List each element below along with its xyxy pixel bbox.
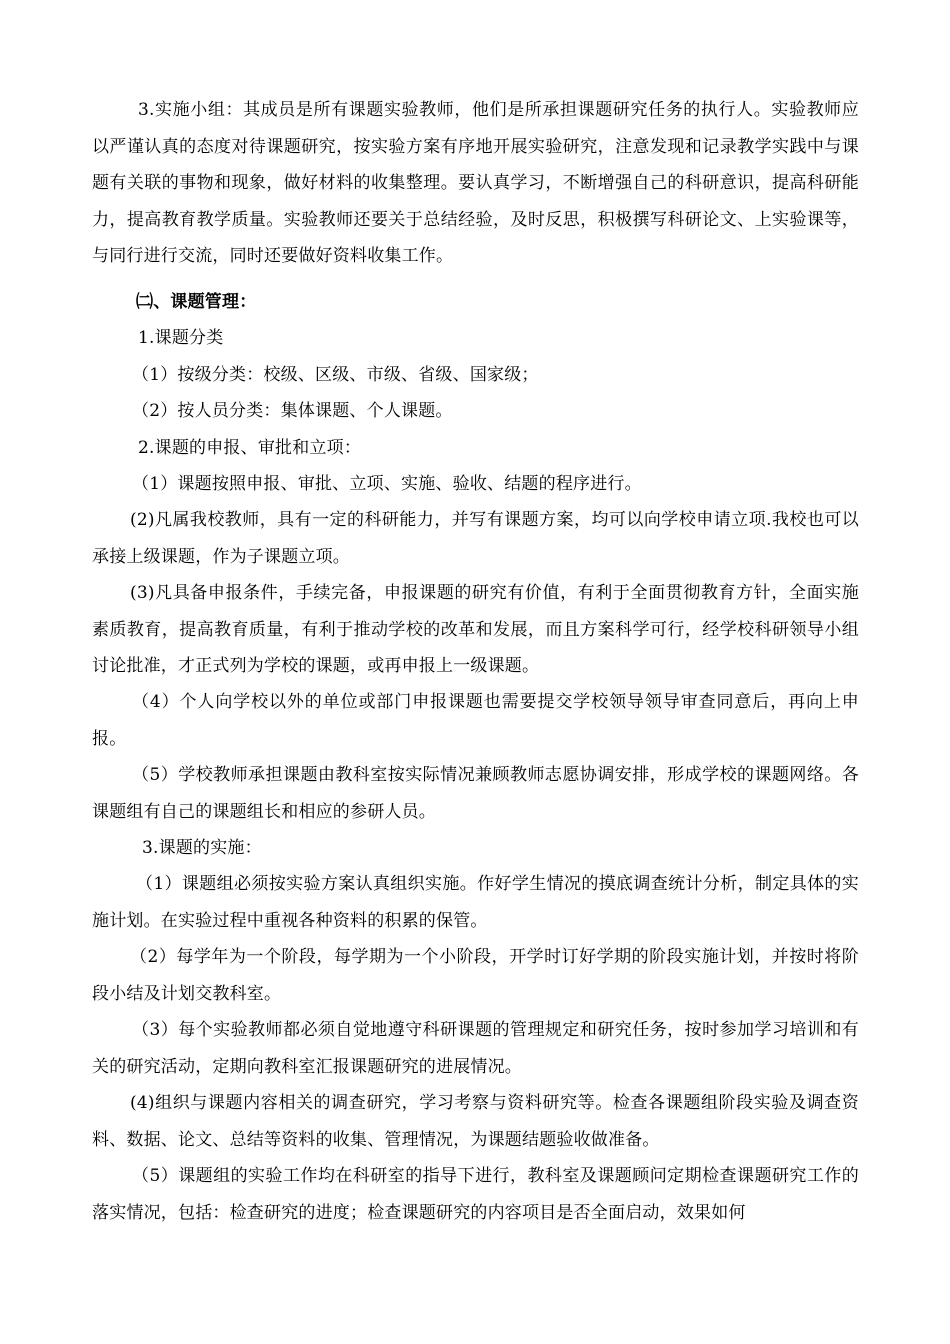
paragraph-implementation-group: 3.实施小组：其成员是所有课题实验教师，他们是所承担课题研究任务的执行人。实验教师应以严谨认真的态度对待课题研究，按实验方案有序地开展实验研究，注意发现和记录教学实践中与课题有关联的事物和现象，做好材料的收集整理。要认真学习，不断增强自己的科研意识，提高科研能力，提高教育教学质量。实验教师还要关于总结经验，及时反思，积极撰写科研论文、上实验课等，与同行进行交流，同时还要做好资料收集工作。 <box>92 100 859 266</box>
list-item-approval-conditions: (3)凡具备申报条件，手续完备，申报课题的研究有价值，有利于全面贯彻教育方针，全面实施素质教育，提高教育质量，有利于推动学校的改革和发展，而且方案科学可行，经学校科研领导小组讨论批准，才正式列为学校的课题，或再申报上一级课题。 <box>92 583 859 676</box>
subheading-topic-implementation: 3.课题的实施： <box>142 838 262 858</box>
list-item-implementation-plan: （1）课题组必须按实验方案认真组织实施。作好学生情况的摸底调查统计分析，制定具体的实施计划。在实验过程中重视各种资料的积累的保管。 <box>92 874 859 931</box>
list-item-stage-plan: （2）每学年为一个阶段，每学期为一个小阶段，开学时订好学期的阶段实施计划，并按时将阶段小结及计划交教科室。 <box>92 947 859 1004</box>
list-item-application-procedure: （1）课题按照申报、审批、立项、实施、验收、结题的程序进行。 <box>132 474 642 494</box>
list-item-teacher-duties: （3）每个实验教师都必须自觉地遵守科研课题的管理规定和研究任务，按时参加学习培训和有关的研究活动，定期向教科室汇报课题研究的进展情况。 <box>92 1020 859 1077</box>
list-item-classification-by-level: （1）按级分类：校级、区级、市级、省级、国家级； <box>132 365 539 385</box>
list-item-research-review: (4)组织与课题内容相关的调查研究，学习考察与资料研究等。检查各课题组阶段实验及调查资料、数据、论文、总结等资料的收集、管理情况，为课题结题验收做准备。 <box>92 1093 859 1150</box>
list-item-classification-by-personnel: （2）按人员分类：集体课题、个人课题。 <box>132 401 453 421</box>
list-item-external-application: （4）个人向学校以外的单位或部门申报课题也需要提交学校领导领导审查同意后，再向上申报。 <box>92 692 859 749</box>
subheading-application-approval: 2.课题的申报、审批和立项： <box>138 438 362 458</box>
list-item-topic-network: （5）学校教师承担课题由教科室按实际情况兼顾教师志愿协调安排，形成学校的课题网络。各课题组有自己的课题组长和相应的参研人员。 <box>92 765 859 822</box>
subheading-topic-classification: 1.课题分类 <box>138 328 224 348</box>
list-item-teacher-application: (2)凡属我校教师，具有一定的科研能力，并写有课题方案，均可以向学校申请立项.我校也可以承接上级课题，作为子课题立项。 <box>92 510 859 567</box>
list-item-progress-inspection: （5）课题组的实验工作均在科研室的指导下进行，教科室及课题顾问定期检查课题研究工作的落实情况，包括：检查研究的进度；检查课题研究的内容项目是否全面启动，效果如何 <box>92 1166 859 1223</box>
section-heading-topic-management: ㈡、课题管理： <box>136 292 257 312</box>
